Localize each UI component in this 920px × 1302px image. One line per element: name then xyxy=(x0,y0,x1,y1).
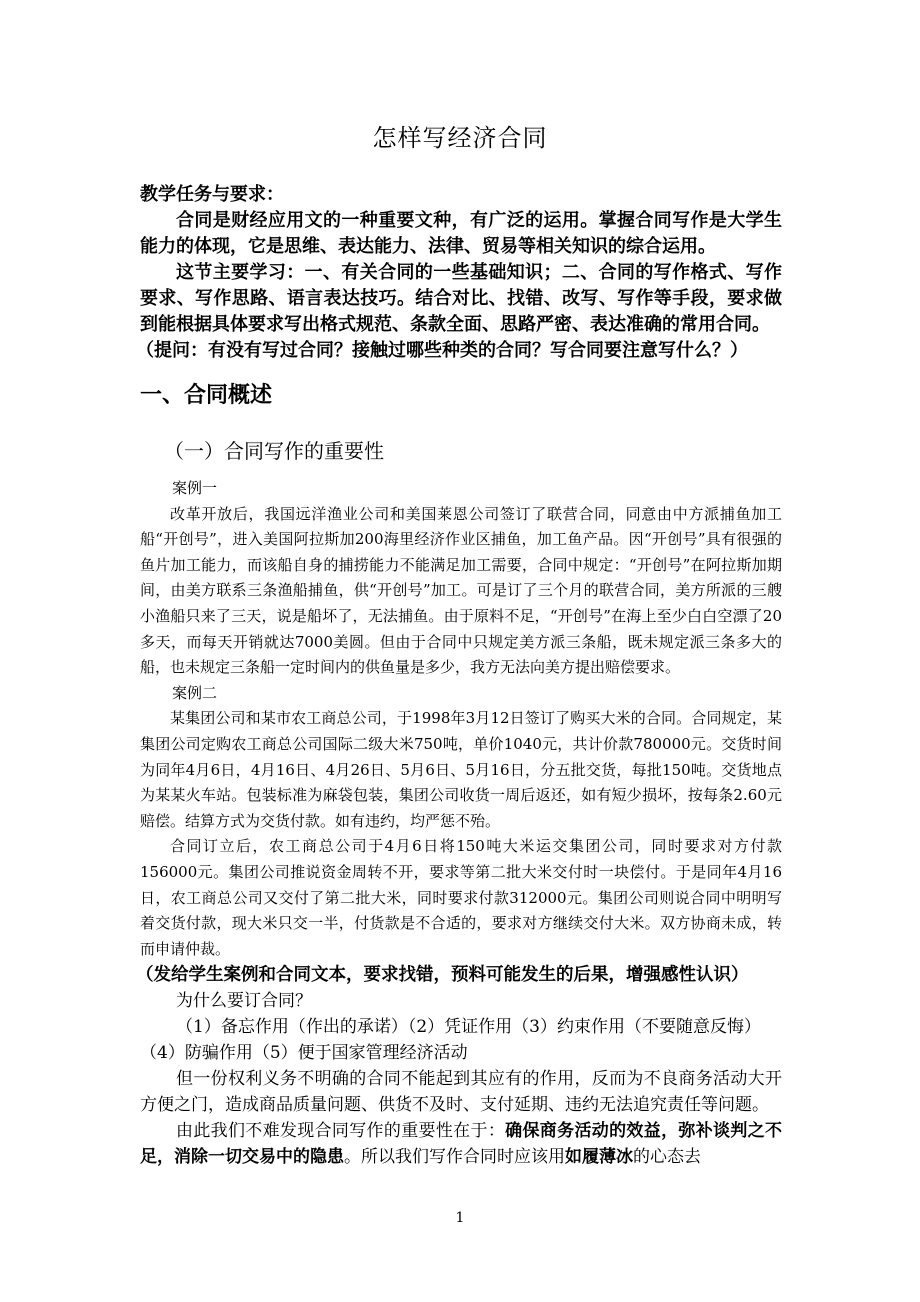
task-heading: 教学任务与要求： xyxy=(140,184,284,205)
section-heading-1: 一、合同概述 xyxy=(140,382,273,408)
functions-line-1: （1）备忘作用（作出的承诺）（2）凭证作用（3）约束作用（不要随意反悔） xyxy=(176,1017,761,1038)
but-paragraph: 但一份权利义务不明确的合同不能起到其应有的作用，反而为不良商务活动大开方便之门，造成商品质量问题、供货不及时、支付延期、违约无法追究责任等问题。 xyxy=(140,1069,782,1116)
document-title: 怎样写经济合同 xyxy=(372,124,548,152)
conclusion-prefix: 由此我们不难发现合同写作的重要性在于： xyxy=(176,1121,506,1142)
why-question: 为什么要订合同？ xyxy=(176,991,312,1012)
functions-line-2: （4）防骗作用（5）便于国家管理经济活动 xyxy=(140,1043,468,1064)
conclusion-bold: 确保商务活动的效益，弥补谈判之不足，消除一切交易中的隐患 xyxy=(140,1121,783,1168)
task-paragraph-2: 这节主要学习：一、有关合同的一些基础知识；二、合同的写作格式、写作要求、写作思路、语言表达技巧。结合对比、找错、改写、写作等手段，要求做到能根据具体要求写出格式规范、条款全面、思路严密、表达准确的常用合同。 xyxy=(140,262,782,335)
conclusion-bold-2: 如履薄冰 xyxy=(565,1147,633,1168)
case-1-label: 案例一 xyxy=(172,479,218,497)
conclusion-end: 的心态去 xyxy=(633,1147,701,1168)
task-paragraph-1: 合同是财经应用文的一种重要文种，有广泛的运用。掌握合同写作是大学生能力的体现，它是思维、表达能力、法律、贸易等相关知识的综合运用。 xyxy=(140,210,782,257)
subsection-heading-1-1: （一）合同写作的重要性 xyxy=(164,439,384,463)
conclusion-paragraph xyxy=(140,1118,782,1170)
case-2-text-2: 合同订立后，农工商总公司于4月6日将150吨大米运交集团公司，同时要求对方付款156000元。集团公司推说资金周转不开，要求等第二批大米交付时一块偿付。于是同年4月16日，农工商总公司又交付了第二批大米，同时要求付款312000元。集团公司则说合同中明明写着交货付款，现大米只交一半，付货款是不合适的，要求对方继续交付大米。双方协商未成，转而申请仲裁。 xyxy=(140,837,782,958)
conclusion-middle: 。所以我们写作合同时应该用 xyxy=(344,1147,565,1168)
page-number: 1 xyxy=(455,1210,465,1226)
case-1-text: 改革开放后，我国远洋渔业公司和美国莱恩公司签订了联营合同，同意由中方派捕鱼加工船“开创号”，进入美国阿拉斯加200海里经济作业区捕鱼，加工鱼产品。因“开创号”具有很强的鱼片加工能力，而该船自身的捕捞能力不能满足加工需要，合同中规定：“开创号”在阿拉斯加期间，由美方联系三条渔船捕鱼，供“开创号”加工。可是订了三个月的联营合同，美方所派的三艘小渔船只来了三天，说是船坏了，无法捕鱼。由于原料不足，“开创号”在海上至少白白空漂了20多天，而每天开销就达7000美圆。但由于合同中只规定美方派三条船，既未规定派三条多大的船，也未规定三条船一定时间内的供鱼量是多少，我方无法向美方提出赔偿要求。 xyxy=(140,504,782,677)
document-body xyxy=(136,182,783,1170)
case-2-text-1: 某集团公司和某市农工商总公司，于1998年3月12日签订了购买大米的合同。合同规定，某集团公司定购农工商总公司国际二级大米750吨，单价1040元，共计价款780000元。交货时间为同年4月6日，4月16日、4月26日、5月6日、5月16日，分五批交货，每批150吨。交货地点为某某火车站。包装标准为麻袋包装，集团公司收货一周后返还，如有短少损坏，按每条2.60元赔偿。结算方式为交货付款。如有违约，均严惩不殆。 xyxy=(140,709,782,830)
instruction-line: （发给学生案例和合同文本，要求找错，预料可能发生的后果，增强感性认识） xyxy=(136,965,749,986)
case-2-label: 案例二 xyxy=(172,683,218,702)
question-line: （提问：有没有写过合同？接触过哪些种类的合同？写合同要注意写什么？） xyxy=(136,340,748,361)
